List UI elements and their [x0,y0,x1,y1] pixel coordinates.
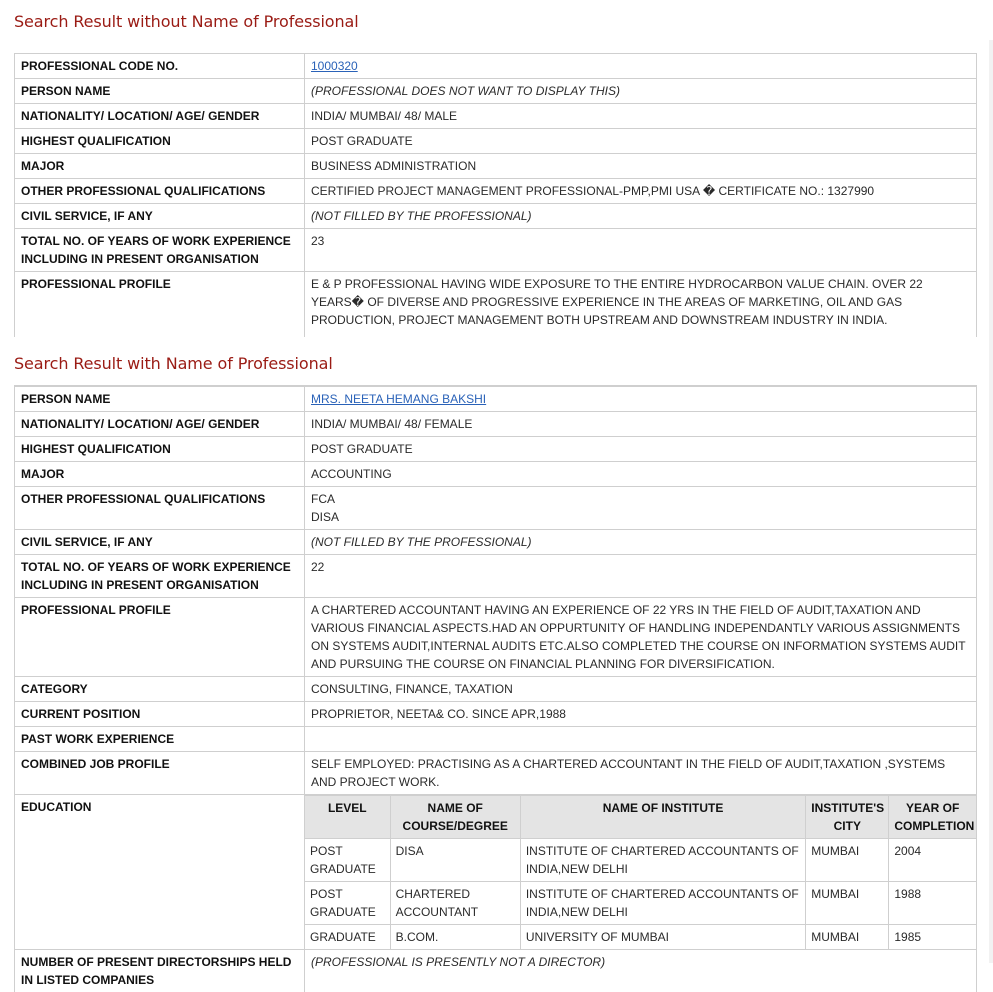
table-row [15,54,977,79]
field-label-person-name: PERSON NAME [15,79,305,104]
field-label-current-position: CURRENT POSITION [15,702,305,727]
table-row [15,104,977,129]
field-value-major [305,154,977,179]
field-label-highest-qualification: HIGHEST QUALIFICATION [15,129,305,154]
value-text: 22 [311,560,324,574]
table-row [15,702,977,727]
section-title-with-name: Search Result with Name of Professional [14,354,333,374]
table-row [15,79,977,104]
education-cell-value: POST GRADUATE [305,839,390,882]
field-label-combined-job-profile: COMBINED JOB PROFILE [15,752,305,795]
value-text: E & P PROFESSIONAL HAVING WIDE EXPOSURE TO THE ENTIRE HYDROCARBON VALUE CHAIN. OVER 22 YEARS� OF DIVERSE AND PROGRESSIVE EXPERIENCE IN THE AREAS OF MARKETING, OIL AND GAS PRODUCTION, PROJECT MANAGEMENT BOTH UPSTREAM AND DOWNSTREAM INDUSTRY IN INDIA. [311,277,923,327]
field-label-civil-service-if-any: CIVIL SERVICE, IF ANY [15,530,305,555]
field-value-professional-code-no [305,54,977,79]
table-row [15,462,977,487]
table-row [15,272,977,338]
field-value-directorships [305,950,977,992]
education-cell-value: POST GRADUATE [305,882,390,925]
education-column-header: INSTITUTE'S CITY [806,796,889,839]
field-value-category [305,677,977,702]
field-label-civil-service-if-any: CIVIL SERVICE, IF ANY [15,204,305,229]
field-label-category: CATEGORY [15,677,305,702]
table-row [15,179,977,204]
value-text: POST GRADUATE [311,134,413,148]
education-cell-value: B.COM. [390,925,520,950]
value-text: A CHARTERED ACCOUNTANT HAVING AN EXPERIENCE OF 22 YRS IN THE FIELD OF AUDIT,TAXATION AND VARIOUS FINANCIAL ASPECTS.HAD AN OPPURTUNITY OF HANDLING INDEPENDANTLY VARIOUS ASSIGNMENTS ON SYSTEMS AUDIT,INTERNAL AUDITS ETC.ALSO COMPLETED THE COURSE ON INFORMATION SYSTEMS AUDIT AND PURSUING THE COURSE ON FINANCIAL PLANNING FOR DIVERSIFICATION. [311,603,965,671]
field-value-current-position [305,702,977,727]
profile-link[interactable]: MRS. NEETA HEMANG BAKSHI [311,392,486,406]
table-row [15,129,977,154]
education-header-row [305,796,976,839]
field-value-person-name [305,386,977,412]
field-value-highest-qualification [305,129,977,154]
education-cell-value: INSTITUTE OF CHARTERED ACCOUNTANTS OF INDIA,NEW DELHI [520,882,805,925]
table-row [15,555,977,598]
table-row [15,950,977,992]
field-value-combined-job-profile [305,752,977,795]
education-table [305,795,976,949]
field-label-professional-profile: PROFESSIONAL PROFILE [15,272,305,338]
value-text: BUSINESS ADMINISTRATION [311,159,476,173]
value-text: (NOT FILLED BY THE PROFESSIONAL) [311,535,532,549]
field-label-education: EDUCATION [15,795,305,950]
value-text: (PROFESSIONAL IS PRESENTLY NOT A DIRECTOR) [311,955,605,969]
result-table-with-name [14,385,977,992]
field-value-past-work-experience [305,727,977,752]
field-value-other-professional-qualifications [305,179,977,204]
education-cell-value: 2004 [889,839,976,882]
field-value-civil-service-if-any [305,530,977,555]
profile-link[interactable]: 1000320 [311,59,358,73]
value-text: INDIA/ MUMBAI/ 48/ FEMALE [311,417,472,431]
education-column-header: NAME OF INSTITUTE [520,796,805,839]
education-column-header: NAME OF COURSE/DEGREE [390,796,520,839]
field-label-highest-qualification: HIGHEST QUALIFICATION [15,437,305,462]
table-row [15,530,977,555]
table-row [15,386,977,412]
education-row [305,882,976,925]
education-column-header: LEVEL [305,796,390,839]
field-value-nationality-location-age-gender [305,104,977,129]
table-row [15,677,977,702]
education-cell-value: DISA [390,839,520,882]
result-table-without-name [14,53,977,337]
field-value-civil-service-if-any [305,204,977,229]
table-row [15,487,977,530]
page-scrollbar-track[interactable] [989,40,993,963]
field-value-major [305,462,977,487]
field-label-major: MAJOR [15,462,305,487]
field-label-other-professional-qualifications: OTHER PROFESSIONAL QUALIFICATIONS [15,487,305,530]
field-value-professional-profile [305,598,977,677]
field-label-nationality-location-age-gender: NATIONALITY/ LOCATION/ AGE/ GENDER [15,412,305,437]
education-row [305,925,976,950]
value-text: INDIA/ MUMBAI/ 48/ MALE [311,109,457,123]
value-text: (NOT FILLED BY THE PROFESSIONAL) [311,209,532,223]
qualification-line: DISA [311,508,971,526]
education-cell-value: GRADUATE [305,925,390,950]
field-value-professional-profile [305,272,977,338]
field-value-total-no-of-years-of-work-experience-inc [305,229,977,272]
field-label-nationality-location-age-gender: NATIONALITY/ LOCATION/ AGE/ GENDER [15,104,305,129]
field-label-professional-profile: PROFESSIONAL PROFILE [15,598,305,677]
table-row [15,795,977,950]
field-value-nationality-location-age-gender [305,412,977,437]
table-row [15,204,977,229]
section-title-without-name: Search Result without Name of Professional [14,12,359,32]
field-value-other-professional-qualifications [305,487,977,530]
field-label-person-name: PERSON NAME [15,386,305,412]
table-row [15,154,977,179]
table-row [15,727,977,752]
field-value-total-no-of-years-of-work-experience-inc [305,555,977,598]
education-row [305,839,976,882]
field-label-major: MAJOR [15,154,305,179]
education-cell-value: MUMBAI [806,839,889,882]
field-label-professional-code-no: PROFESSIONAL CODE NO. [15,54,305,79]
value-text: 23 [311,234,324,248]
field-label-directorships: NUMBER OF PRESENT DIRECTORSHIPS HELD IN LISTED COMPANIES [15,950,305,992]
table-row [15,229,977,272]
value-text: PROPRIETOR, NEETA& CO. SINCE APR,1988 [311,707,566,721]
table-row [15,412,977,437]
education-cell [305,795,977,950]
education-cell-value: UNIVERSITY OF MUMBAI [520,925,805,950]
field-label-past-work-experience: PAST WORK EXPERIENCE [15,727,305,752]
table-row [15,598,977,677]
value-text: POST GRADUATE [311,442,413,456]
table-row [15,752,977,795]
qualification-line: FCA [311,490,971,508]
field-label-total-no-of-years-of-work-experience-inc: TOTAL NO. OF YEARS OF WORK EXPERIENCE INCLUDING IN PRESENT ORGANISATION [15,555,305,598]
education-cell-value: MUMBAI [806,882,889,925]
value-text: CONSULTING, FINANCE, TAXATION [311,682,513,696]
field-label-total-no-of-years-of-work-experience-inc: TOTAL NO. OF YEARS OF WORK EXPERIENCE INCLUDING IN PRESENT ORGANISATION [15,229,305,272]
value-text: CERTIFIED PROJECT MANAGEMENT PROFESSIONAL-PMP,PMI USA � CERTIFICATE NO.: 1327990 [311,184,874,198]
education-cell-value: 1988 [889,882,976,925]
table-row [15,437,977,462]
value-text: ACCOUNTING [311,467,392,481]
education-column-header: YEAR OF COMPLETION [889,796,976,839]
education-cell-value: INSTITUTE OF CHARTERED ACCOUNTANTS OF INDIA,NEW DELHI [520,839,805,882]
field-value-highest-qualification [305,437,977,462]
field-label-other-professional-qualifications: OTHER PROFESSIONAL QUALIFICATIONS [15,179,305,204]
value-text: (PROFESSIONAL DOES NOT WANT TO DISPLAY THIS) [311,84,620,98]
education-cell-value: 1985 [889,925,976,950]
value-text: SELF EMPLOYED: PRACTISING AS A CHARTERED ACCOUNTANT IN THE FIELD OF AUDIT,TAXATION ,SYSTEMS AND PROJECT WORK. [311,757,945,789]
education-cell-value: CHARTERED ACCOUNTANT [390,882,520,925]
field-value-person-name [305,79,977,104]
education-cell-value: MUMBAI [806,925,889,950]
